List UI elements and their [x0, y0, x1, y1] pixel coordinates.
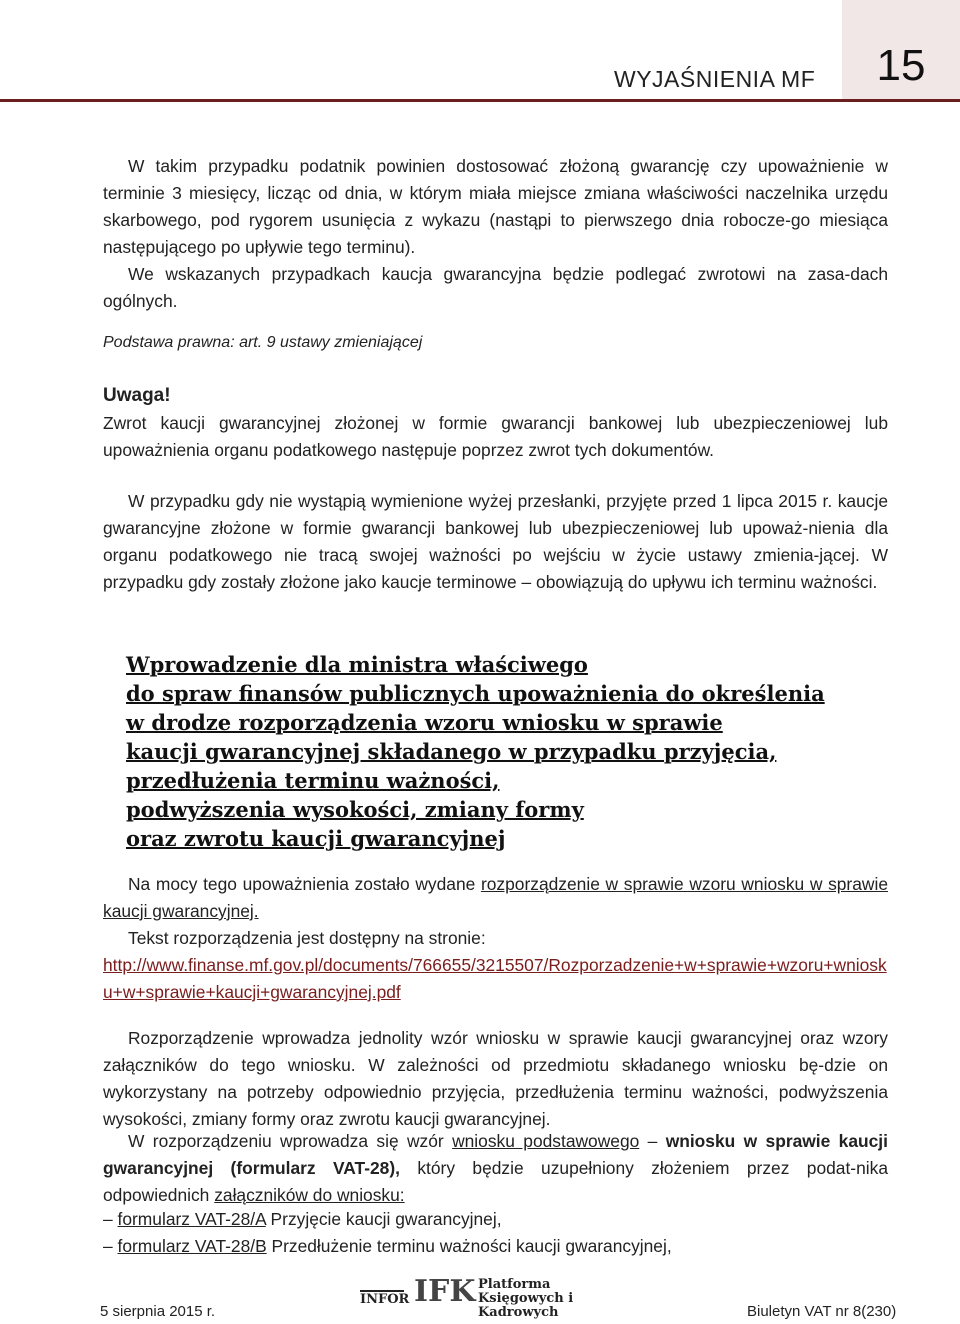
header-rule — [0, 99, 960, 102]
page-number: 15 — [876, 41, 926, 90]
heading-line: Wprowadzenie dla ministra właściwego — [126, 652, 588, 677]
note-paragraph-2: W przypadku gdy nie wystąpią wymienione wyżej przesłanki, przyjęte przed 1 lipca 2015 r. kaucje gwarancyjne złożone w formie gwarancji bankowej lub ubezpieczeniowej lub upoważ-nienia dla organu podatkowego nie tracą swojej ważności po wejściu w życie ustawy zmienia-jącej. W przypadku gdy zostały złożone jako kaucje terminowe – obowiązują do upływu ich terminu ważności. — [103, 491, 888, 592]
regulation-link[interactable]: rozporządzenie w sprawie wzoru wniosku w sprawie kaucji gwarancyjnej. — [103, 874, 888, 921]
logo-platform-text — [478, 1278, 650, 1320]
section-title: WYJAŚNIENIA MF — [614, 66, 816, 92]
form-link-vat-28a[interactable]: formularz VAT-28/A — [117, 1209, 266, 1229]
body-bold-text: wniosku w sprawie kaucji gwarancyjnej (formularz VAT-28), — [103, 1131, 888, 1178]
heading-line: podwyższenia wysokości, zmiany formy — [126, 797, 584, 822]
heading-line: do spraw finansów publicznych upoważnienia do określenia — [126, 681, 825, 706]
heading-line: kaucji gwarancyjnej składanego w przypadku przyjęcia, — [126, 739, 777, 764]
basic-application-link[interactable]: wniosku podstawowego — [452, 1131, 640, 1151]
body-text: W rozporządzeniu wprowadza się wzór — [128, 1131, 453, 1151]
body-paragraph-4 — [103, 1128, 888, 1209]
list-item-text: Przyjęcie kaucji gwarancyjnej, — [265, 1209, 502, 1229]
logo-ifk: IFK — [414, 1274, 476, 1309]
body-paragraph-3: Rozporządzenie wprowadza jednolity wzór wniosku w sprawie kaucji gwarancyjnej oraz wzory załączników do tego wniosku. W zależności od przedmiotu składanego wniosku bę-dzie on wykorzystany na potrzeby odpowiednio przyjęcia, przedłużenia terminu ważności, podwyższenia wysokości, zmiany formy oraz zwrotu kaucji gwarancyjnej. — [103, 1028, 888, 1129]
list-item — [103, 1206, 888, 1233]
page-number-box — [842, 0, 960, 100]
body-text: który będzie uzupełniony złożeniem przez podat-nika odpowiednich — [103, 1158, 888, 1205]
form-link-vat-28b[interactable]: formularz VAT-28/B — [117, 1236, 267, 1256]
heading-line: przedłużenia terminu ważności, — [126, 768, 500, 793]
body-text: Na mocy tego upoważnienia zostało wydane — [128, 874, 481, 894]
body-text: – — [639, 1131, 666, 1151]
heading-line: w drodze rozporządzenia wzoru wniosku w sprawie — [126, 710, 723, 735]
regulation-url-link[interactable]: http://www.finanse.mf.gov.pl/documents/766655/3215507/Rozporzadzenie+w+sprawie+wzoru+wniosku+w+sprawie+kaucji+gwarancyjnej.pdf — [103, 955, 887, 1002]
intro-paragraph-2: We wskazanych przypadkach kaucja gwarancyjna będzie podlegać zwrotowi na zasa-dach ogólnych. — [103, 264, 888, 311]
attachments-link[interactable]: załączników do wniosku: — [214, 1185, 405, 1205]
list-item-text: Przedłużenie terminu ważności kaucji gwarancyjnej, — [266, 1236, 672, 1256]
body-paragraph-1 — [103, 871, 888, 925]
footer-issue: Biuletyn VAT nr 8(230) — [747, 1303, 897, 1320]
intro-paragraph-1: W takim przypadku podatnik powinien dostosować złożoną gwarancję czy upoważnienie w terminie 3 miesięcy, licząc od dnia, w którym miała miejsce zmiana właściwości naczelnika urzędu skarbowego, pod rygorem usunięcia z wykazu (nastąpi to pierwszego dnia robocze-go miesiąca następującego po upływie tego terminu). — [103, 156, 888, 257]
footer-date: 5 sierpnia 2015 r. — [100, 1303, 216, 1320]
body-paragraph-2: Tekst rozporządzenia jest dostępny na stronie: — [128, 928, 486, 948]
note-label: Uwaga! — [103, 385, 171, 406]
list-dash: – — [103, 1209, 118, 1229]
legal-basis: Podstawa prawna: art. 9 ustawy zmieniającej — [103, 334, 423, 351]
list-dash: – — [103, 1236, 118, 1256]
logo-infor: INFOR — [360, 1292, 410, 1307]
logo-line: Platforma — [478, 1277, 551, 1292]
section-heading — [126, 650, 866, 853]
logo-line: Księgowych i Kadrowych — [478, 1291, 574, 1320]
heading-line: oraz zwrotu kaucji gwarancyjnej — [126, 826, 506, 851]
publisher-logo — [360, 1274, 650, 1320]
note-paragraph-1: Zwrot kaucji gwarancyjnej złożonej w formie gwarancji bankowej lub ubezpieczeniowej lub upoważnienia organu podatkowego następuje poprzez zwrot tych dokumentów. — [103, 413, 888, 460]
regulation-url[interactable] — [103, 952, 888, 1006]
list-item — [103, 1233, 888, 1260]
